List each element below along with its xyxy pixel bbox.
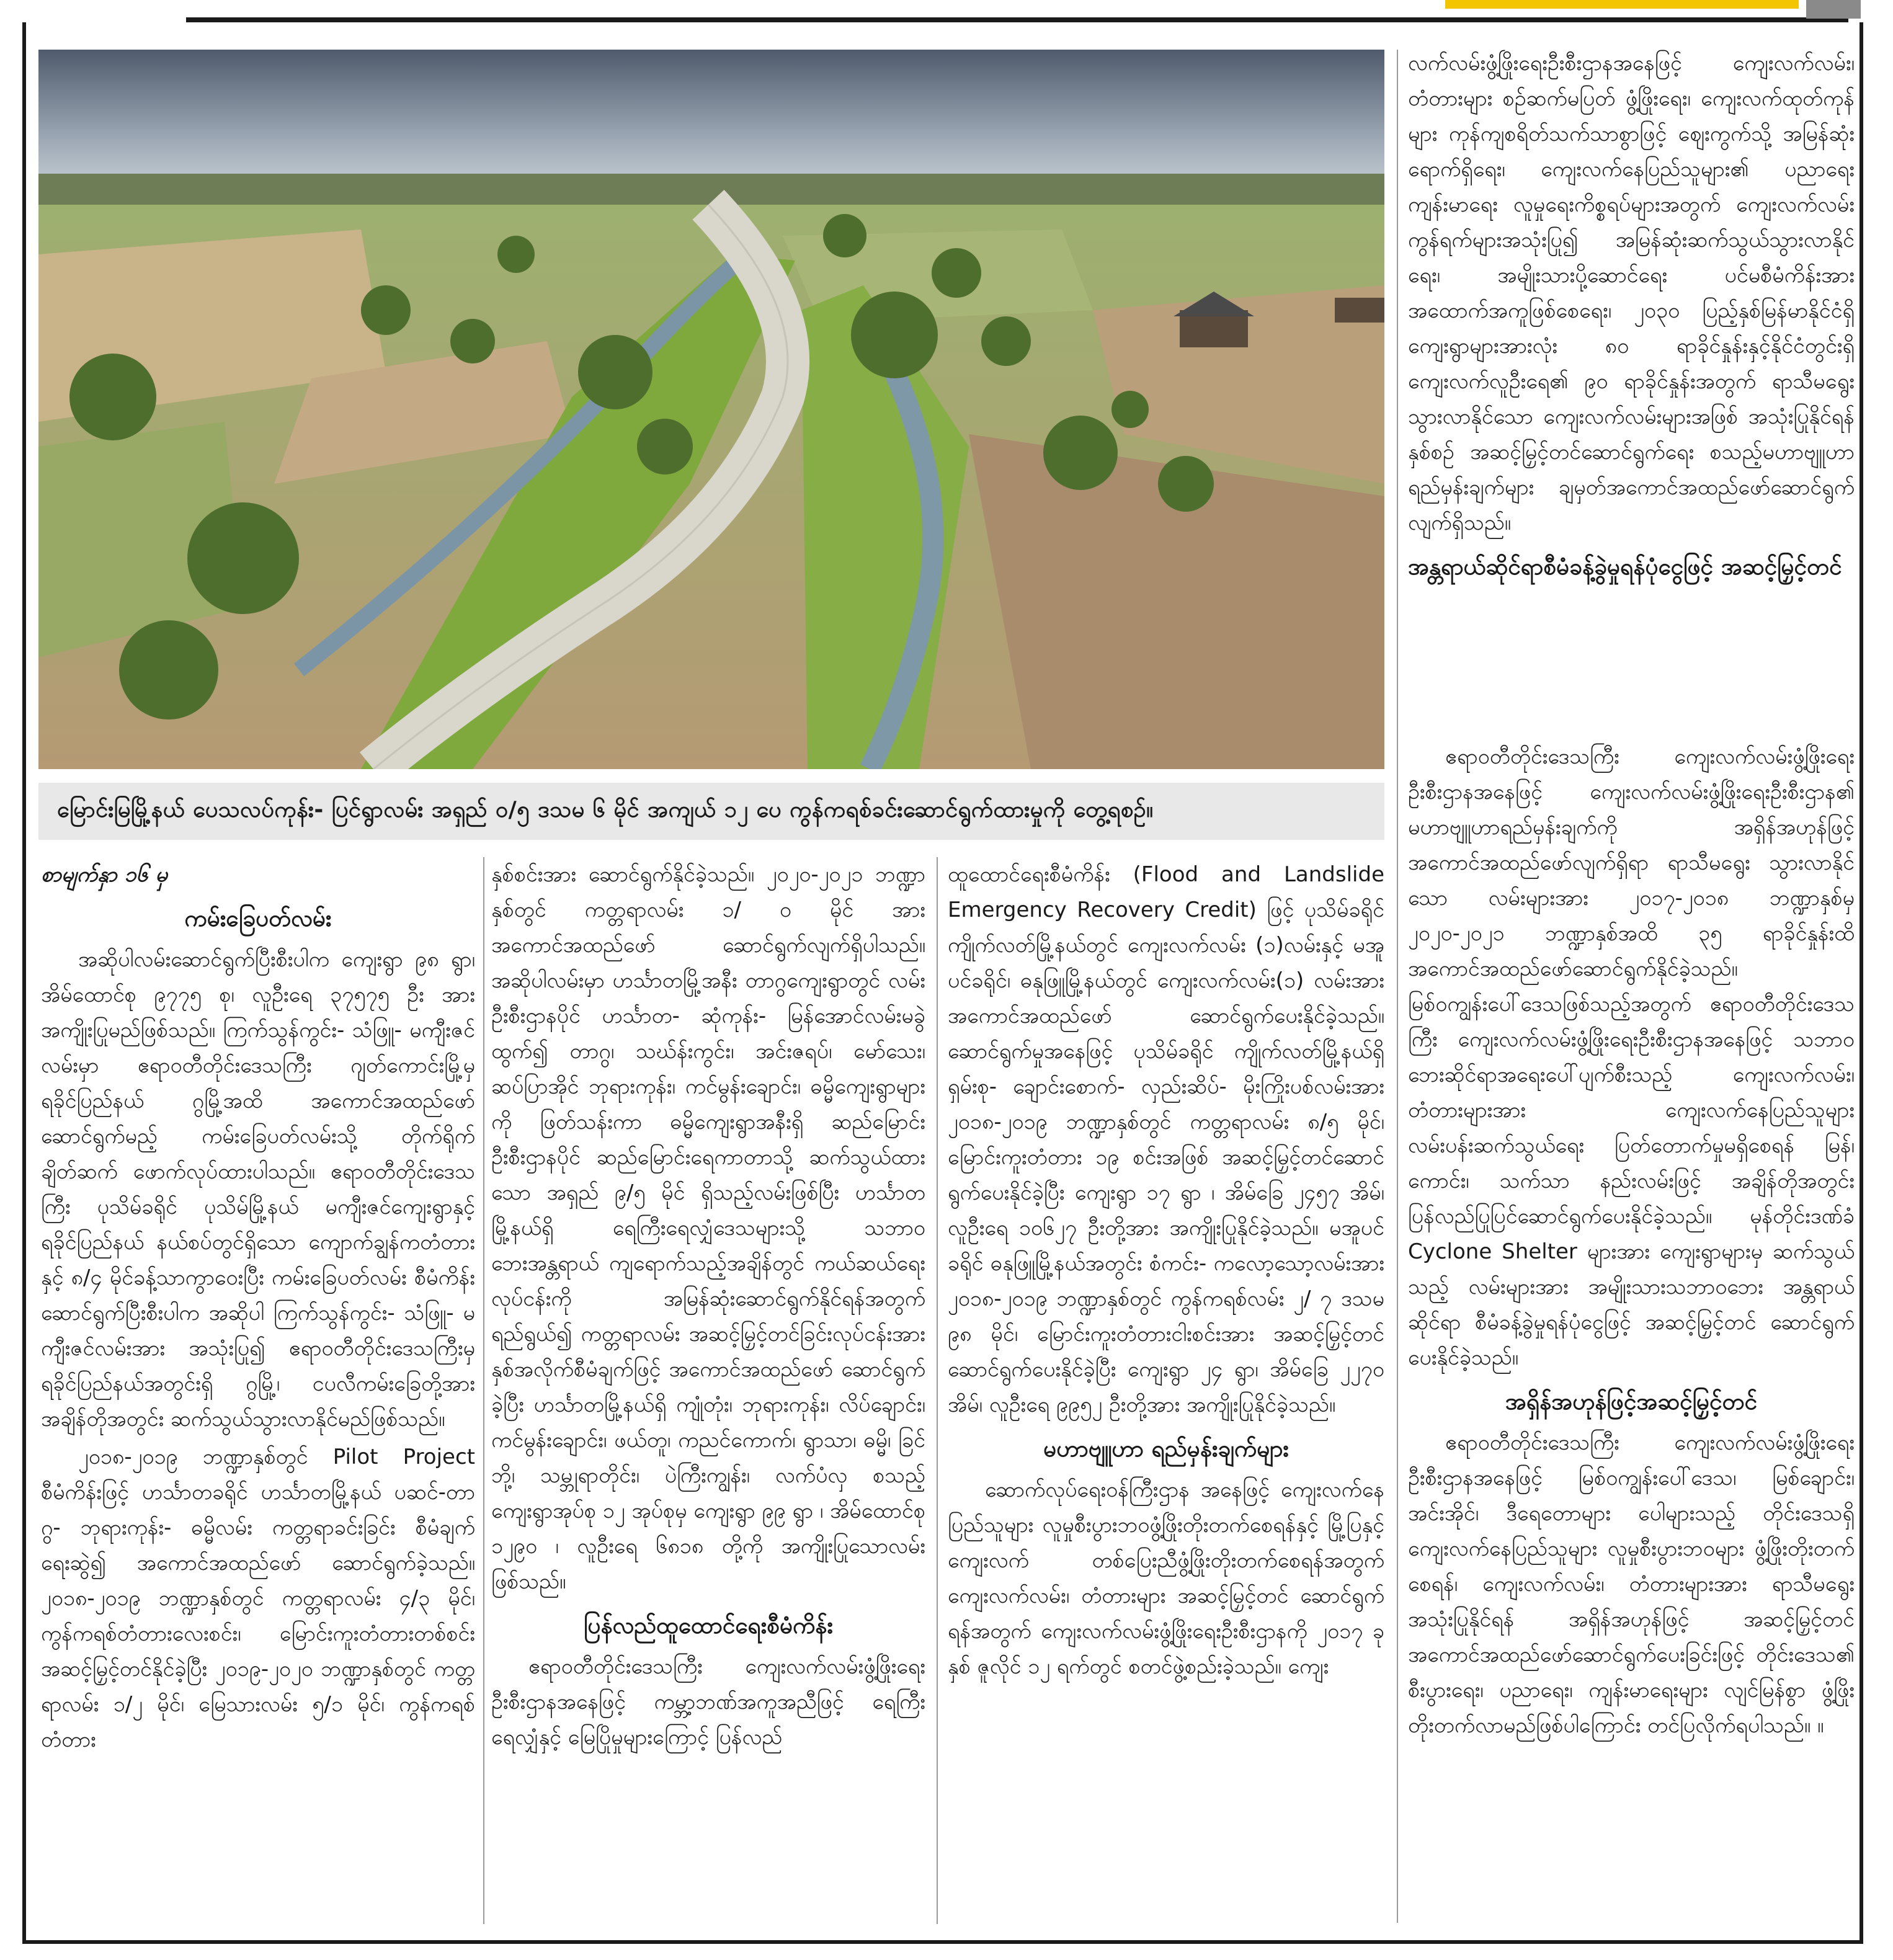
column-1 bbox=[41, 857, 475, 1760]
paragraph: အဆိုပါလမ်းဆောင်ရွက်ပြီးစီးပါက ကျေးရွာ ၉၈ ရွာ၊ အိမ်ထောင်စု ၉၇၇၅ စု၊ လူဦးရေ ၃၇၅၇၅ ဦး အား အကျိုးပြုမည်ဖြစ်သည်။ ကြက်သွန်ကွင်း- သံဖြူ- မကျီးဇင်လမ်းမှာ ဧရာဝတီတိုင်းဒေသကြီး ဂျတ်ကောင်းမြို့မှ ရခိုင်ပြည်နယ် ဂွမြို့အထိ အကောင်အထည်ဖော်ဆောင်ရွက်မည့် ကမ်းခြေပတ်လမ်းသို့ တိုက်ရိုက်ချိတ်ဆက် ဖောက်လုပ်ထားပါသည်။ ဧရာဝတီတိုင်းဒေသကြီး ပုသိမ်ခရိုင် ပုသိမ်မြို့နယ် မကျီးဇင်ကျေးရွာနှင့် ရခိုင်ပြည်နယ် နယ်စပ်တွင်ရှိသော ကျောက်ချွန်ကတံတားနှင့် ၈/၄ မိုင်ခန့်သာကွာဝေးပြီး ကမ်းခြေပတ်လမ်း စီမံကိန်း ဆောင်ရွက်ပြီးစီးပါက အဆိုပါ ကြက်သွန်ကွင်း- သံဖြူ- မကျီးဇင်လမ်းအား အသုံးပြု၍ ဧရာဝတီတိုင်းဒေသကြီးမှ ရခိုင်ပြည်နယ်အတွင်းရှိ ဂွမြို့၊ ငပလီကမ်းခြေတို့အား အချိန်တိုအတွင်း ဆက်သွယ်သွားလာနိုင်မည်ဖြစ်သည်။ bbox=[41, 947, 475, 1432]
photo-caption bbox=[38, 783, 1384, 840]
caption-text: မြောင်းမြမြို့နယ် ပေသလပ်ကုန်း- ပြင်ရွာလမ်း အရှည် ဝ/၅ ဒသမ ၆ မိုင် အကျယ် ၁၂ ပေ ကွန်ကရစ်ခင်းဆောင်ရွက်ထားမှုကို တွေ့ရစဉ်။ bbox=[57, 797, 1154, 822]
paragraph: ဧရာဝတီတိုင်းဒေသကြီး ကျေးလက်လမ်းဖွံ့ဖြိုးရေးဦးစီးဌာနအနေဖြင့် ကမ္ဘာ့ဘဏ်အကူအညီဖြင့် ရေကြီး ရေလျှံနှင့် မြေပြိုမှုများကြောင့် ပြန်လည် bbox=[491, 1654, 925, 1750]
column-divider bbox=[1397, 50, 1398, 1923]
paragraph: နှစ်စင်းအား ဆောင်ရွက်နိုင်ခဲ့သည်။ ၂၀၂၀-၂၀၂၁ ဘဏ္ဍာနှစ်တွင် ကတ္တရာလမ်း ၁/ ဝ မိုင် အား အကောင်အထည်ဖော် ဆောင်ရွက်လျက်ရှိပါသည်။ အဆိုပါလမ်းမှာ ဟင်္သာတမြို့အနီး တာဂွကျေးရွာတွင် လမ်းဦးစီးဌာနပိုင် ဟင်္သာတ- ဆုံကုန်း- မြန်အောင်လမ်းမခွဲထွက်၍ တာဂွ၊ သဃ်န်းကွင်း၊ အင်းဇရပ်၊ မော်သေး၊ ဆပ်ပြာအိုင် ဘုရားကုန်း၊ ကင်မွန်းချောင်း၊ ဓမ္မိကျေးရွာများကို ဖြတ်သန်းကာ ဓမ္မိကျေးရွာအနီးရှိ ဆည်မြောင်းဦးစီးဌာနပိုင် ဆည်မြောင်းရေကာတာသို့ ဆက်သွယ်ထားသော အရှည် ၉/၅ မိုင် ရှိသည့်လမ်းဖြစ်ပြီး ဟင်္သာတမြို့နယ်ရှိ ရေကြီးရေလျှံဒေသများသို့ သဘာဝဘေးအန္တရာယ် ကျရောက်သည့်အချိန်တွင် ကယ်ဆယ်ရေးလုပ်ငန်းကို အမြန်ဆုံးဆောင်ရွက်နိုင်ရန်အတွက် ရည်ရွယ်၍ ကတ္တရာလမ်း အဆင့်မြှင့်တင်ခြင်းလုပ်ငန်းအား နှစ်အလိုက်စီမံချက်ဖြင့် အကောင်အထည်ဖော် ဆောင်ရွက်ခဲ့ပြီး ဟင်္သာတမြို့နယ်ရှိ ကျုံတုံး၊ ဘုရားကုန်း၊ လိပ်ချောင်း၊ ကင်မွန်းချောင်း၊ ဖယ်တူ၊ ကညင်ကောက်၊ ရွာသာ၊ ဓမ္မိ၊ ခြင်ဘို့၊ သမ္ဘုရာတိုင်း၊ ပဲကြီးကျွန်း၊ လက်ပံလှ စသည့် ကျေးရွာအုပ်စု ၁၂ အုပ်စုမှ ကျေးရွာ ၉၉ ရွာ ၊ အိမ်ထောင်စု ၁၂၉၀ ၊ လူဦးရေ ၆၈၁၈ တို့ကို အကျိုးပြုသောလမ်းဖြစ်သည်။ bbox=[491, 862, 925, 1594]
right-column-upper bbox=[1408, 46, 1855, 590]
section-heading: ကမ်းခြေပတ်လမ်း bbox=[184, 905, 332, 932]
section-heading: အန္တရာယ်ဆိုင်ရာစီမံခန့်ခွဲမှုရန်ပုံငွေဖြင့် အဆင့်မြှင့်တင် bbox=[1408, 553, 1842, 580]
photo-illustration bbox=[38, 50, 1384, 769]
paragraph: ဆောက်လုပ်ရေးဝန်ကြီးဌာန အနေဖြင့် ကျေးလက်နေပြည်သူများ လူမှုစီးပွားဘဝဖွံ့ဖြိုးတိုးတက်စေရန်နှင့် မြို့ပြနှင့် ကျေးလက် တစ်ပြေးညီဖွံ့ဖြိုးတိုးတက်စေရန်အတွက် ကျေးလက်လမ်း၊ တံတားများ အဆင့်မြှင့်တင် ဆောင်ရွက်ရန်အတွက် ကျေးလက်လမ်းဖွံ့ဖြိုးရေးဦးစီးဌာနကို ၂၀၁၇ ခုနှစ် ဇူလိုင် ၁၂ ရက်တွင် စတင်ဖွဲ့စည်းခဲ့သည်။ ကျေး bbox=[948, 1477, 1384, 1679]
column-divider bbox=[937, 857, 938, 1924]
right-column-lower bbox=[1408, 739, 1855, 1746]
paragraph: ဧရာဝတီတိုင်းဒေသကြီး ကျေးလက်လမ်းဖွံ့ဖြိုးရေးဦးစီးဌာနအနေဖြင့် ကျေးလက်လမ်းဖွံ့ဖြိုးရေးဦးစီးဌာန၏ မဟာဗျူဟာရည်မှန်းချက်ကို အရှိန်အဟုန်ဖြင့် အကောင်အထည်ဖော်လျက်ရှိရာ ရာသီမရွေး သွားလာနိုင်သော လမ်းများအား ၂၀၁၇-၂၀၁၈ ဘဏ္ဍာနှစ်မှ ၂၀၂၀-၂၀၂၁ ဘဏ္ဍာနှစ်အထိ ၃၅ ရာခိုင်နှုန်းထိ အကောင်အထည်ဖော်ဆောင်ရွက်နိုင်ခဲ့သည်။ မြစ်ဝကျွန်းပေါ်ဒေသဖြစ်သည့်အတွက် ဧရာဝတီတိုင်းဒေသကြီး ကျေးလက်လမ်းဖွံ့ဖြိုးရေးဦးစီးဌာနအနေဖြင့် သဘာဝဘေးဆိုင်ရာအရေးပေါ်ပျက်စီးသည့် ကျေးလက်လမ်း၊ တံတားများအား ကျေးလက်နေပြည်သူများ လမ်းပန်းဆက်သွယ်ရေး ပြတ်တောက်မှုမရှိစေရန် မြန်၊ ကောင်း၊ သက်သာ နည်းလမ်းဖြင့် အချိန်တိုအတွင်း ပြန်လည်ပြုပြင်ဆောင်ရွက်ပေးနိုင်ခဲ့သည်။ မုန်တိုင်းဒဏ်ခံ Cyclone Shelter များအား ကျေးရွာများမှ ဆက်သွယ်သည့် လမ်းများအား အမျိုးသားသဘာဝဘေး အန္တရာယ်ဆိုင်ရာ စီမံခန့်ခွဲမှုရန်ပုံငွေဖြင့် အဆင့်မြှင့်တင် ဆောင်ရွက်ပေးနိုင်ခဲ့သည်။ bbox=[1408, 744, 1855, 1370]
continued-from-label: စာမျက်နှာ ၁၆ မှ bbox=[41, 862, 168, 887]
paragraph: ဧရာဝတီတိုင်းဒေသကြီး ကျေးလက်လမ်းဖွံ့ဖြိုးရေးဦးစီးဌာနအနေဖြင့် မြစ်ဝကျွန်းပေါ်ဒေသ၊ မြစ်ချောင်း၊ အင်းအိုင်၊ ဒီရေတောများ ပေါများသည့် တိုင်းဒေသရှိ ကျေးလက်နေပြည်သူများ လူမှုစီးပွားဘဝများ ဖွံ့ဖြိုးတိုးတက်စေရန်၊ ကျေးလက်လမ်း၊ တံတားများအား ရာသီမရွေး အသုံးပြုနိုင်ရန် အရှိန်အဟုန်ဖြင့် အဆင့်မြှင့်တင် အကောင်အထည်ဖော်ဆောင်ရွက်ပေးခြင်းဖြင့် တိုင်းဒေသ၏ စီးပွားရေး၊ ပညာရေး၊ ကျန်းမာရေးများ လျင်မြန်စွာ ဖွံ့ဖြိုးတိုးတက်လာမည်ဖြစ်ပါကြောင်း တင်ပြလိုက်ရပါသည်။ ။ bbox=[1408, 1430, 1855, 1738]
page-tab bbox=[1806, 0, 1861, 19]
top-rule bbox=[37, 17, 1848, 22]
accent-bar bbox=[1445, 0, 1799, 9]
paragraph: ထူထောင်ရေးစီမံကိန်း (Flood and Landslide Emergency Recovery Credit) ဖြင့် ပုသိမ်ခရိုင် ကျိုက်လတ်မြို့နယ်တွင် ကျေးလက်လမ်း (၁)လမ်းနှင့် မအူပင်ခရိုင်၊ ဓနုဖြူမြို့နယ်တွင် ကျေးလက်လမ်း(၁) လမ်းအား အကောင်အထည်ဖော် ဆောင်ရွက်ပေးနိုင်ခဲ့သည်။ ဆောင်ရွက်မှုအနေဖြင့် ပုသိမ်ခရိုင် ကျိုက်လတ်မြို့နယ်ရှိ ရှမ်းစု- ချောင်းစောက်- လှည်းဆိပ်- မိုးကြိုးပစ်လမ်းအား ၂၀၁၈-၂၀၁၉ ဘဏ္ဍာနှစ်တွင် ကတ္တရာလမ်း ၈/၅ မိုင်၊ မြောင်းကူးတံတား ၁၉ စင်းအဖြစ် အဆင့်မြှင့်တင်ဆောင်ရွက်ပေးနိုင်ခဲ့ပြီး ကျေးရွာ ၁၇ ရွာ ၊ အိမ်ခြေ ၂၄၅၇ အိမ်၊ လူဦးရေ ၁၀၆၂၇ ဦးတို့အား အကျိုးပြုနိုင်ခဲ့သည်။ မအူပင်ခရိုင် ဓနုဖြူမြို့နယ်အတွင်း စံကင်း- ကလော့သော့လမ်းအား ၂၀၁၈-၂၀၁၉ ဘဏ္ဍာနှစ်တွင် ကွန်ကရစ်လမ်း ၂/ ၇ ဒသမ ၉၈ မိုင်၊ မြောင်းကူးတံတားငါးစင်းအား အဆင့်မြှင့်တင် ဆောင်ရွက်ပေးနိုင်ခဲ့ပြီး ကျေးရွာ ၂၄ ရွာ၊ အိမ်ခြေ ၂၂၇၀ အိမ်၊ လူဦးရေ ၉၉၅၂ ဦးတို့အား အကျိုးပြုနိုင်ခဲ့သည်။ bbox=[948, 862, 1384, 1417]
section-heading: အရှိန်အဟုန်ဖြင့်အဆင့်မြှင့်တင် bbox=[1505, 1388, 1758, 1415]
paragraph: လက်လမ်းဖွံ့ဖြိုးရေးဦးစီးဌာနအနေဖြင့် ကျေးလက်လမ်း၊ တံတားများ စဉ်ဆက်မပြတ် ဖွံ့ဖြိုးရေး၊ ကျေးလက်ထုတ်ကုန်များ ကုန်ကျစရိတ်သက်သာစွာဖြင့် ဈေးကွက်သို့ အမြန်ဆုံးရောက်ရှိရေး၊ ကျေးလက်နေပြည်သူများ၏ ပညာရေးကျန်းမာရေး လူမှုရေးကိစ္စရပ်များအတွက် ကျေးလက်လမ်းကွန်ရက်များအသုံးပြု၍ အမြန်ဆုံးဆက်သွယ်သွားလာနိုင်ရေး၊ အမျိုးသားပို့ဆောင်ရေး ပင်မစီမံကိန်းအား အထောက်အကူဖြစ်စေရေး၊ ၂၀၃၀ ပြည့်နှစ်မြန်မာနိုင်ငံရှိ ကျေးရွာများအားလုံး ၈၀ ရာခိုင်နှုန်းနှင့်နိုင်ငံတွင်းရှိ ကျေးလက်လူဦးရေ၏ ၉၀ ရာခိုင်နှုန်းအတွက် ရာသီမရွေး သွားလာနိုင်သော ကျေးလက်လမ်းများအဖြစ် အသုံးပြုနိုင်ရန်နှစ်စဉ် အဆင့်မြှင့်တင်ဆောင်ရွက်ရေး စသည့်မဟာဗျူဟာရည်မှန်းချက်များ ချမှတ်အကောင်အထည်ဖော်ဆောင်ရွက်လျက်ရှိသည်။ bbox=[1408, 51, 1855, 535]
paragraph: ၂၀၁၈-၂၀၁၉ ဘဏ္ဍာနှစ်တွင် Pilot Project စီမံကိန်းဖြင့် ဟင်္သာတခရိုင် ဟင်္သာတမြို့နယ် ပဆင်-တာဂွ- ဘုရားကုန်း- ဓမ္မိလမ်း ကတ္တရာခင်းခြင်း စီမံချက်ရေးဆွဲ၍ အကောင်အထည်ဖော် ဆောင်ရွက်ခဲ့သည်။ ၂၀၁၈-၂၀၁၉ ဘဏ္ဍာနှစ်တွင် ကတ္တရာလမ်း ၄/၃ မိုင်၊ ကွန်ကရစ်တံတားလေးစင်း၊ မြောင်းကူးတံတားတစ်စင်း အဆင့်မြှင့်တင်နိုင်ခဲ့ပြီး ၂၀၁၉-၂၀၂၀ ဘဏ္ဍာနှစ်တွင် ကတ္တရာလမ်း ၁/၂ မိုင်၊ မြေသားလမ်း ၅/၁ မိုင်၊ ကွန်ကရစ်တံတား bbox=[41, 1445, 475, 1752]
column-2 bbox=[491, 857, 925, 1758]
aerial-road-photo bbox=[38, 50, 1384, 769]
column-divider bbox=[483, 857, 484, 1924]
section-heading: မဟာဗျူဟာ ရည်မှန်းချက်များ bbox=[1043, 1435, 1289, 1462]
column-3 bbox=[948, 857, 1384, 1687]
section-heading: ပြန်လည်ထူထောင်ရေးစီမံကိန်း bbox=[584, 1612, 833, 1639]
